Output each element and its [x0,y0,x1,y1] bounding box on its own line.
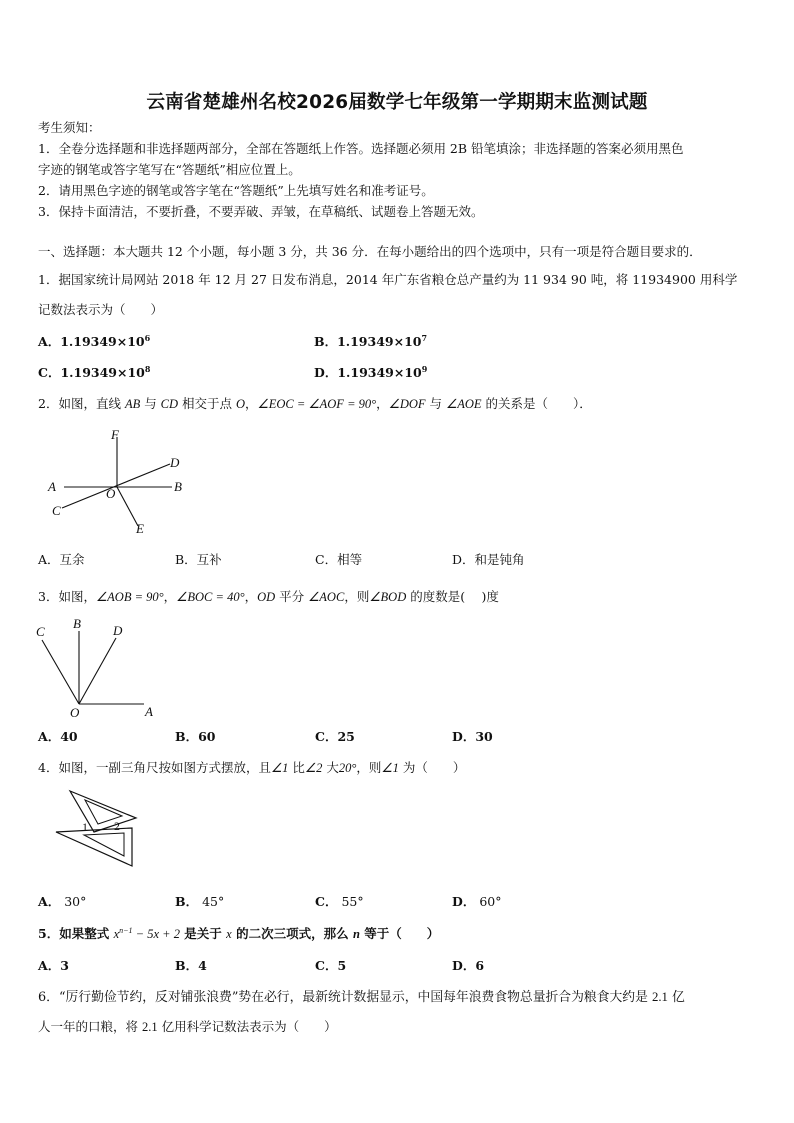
q4-triangle-lower [56,828,132,866]
q2-label-c: C [52,503,61,518]
q4-option-c[interactable]: C． 55° [315,894,364,909]
q6-stem-line-2: 人一年的口粮，将 2.1 亿用科学记数法表示为（ ） [38,1019,337,1034]
q1-stem-line-2: 记数法表示为（ ） [38,302,164,317]
q2-option-b[interactable]: B．互补 [175,552,222,567]
q4-option-a[interactable]: A． 30° [38,894,87,909]
q5-stem: 5．如果整式 $x^{n-1} - 5x + 2$ 是关于 x 的二次三项式，那么 n 等于（ ） [38,926,440,941]
q5-option-d[interactable]: D．6 [452,958,485,973]
q2-line-cd [62,464,170,508]
q4-triangle-lower-inner [84,833,124,856]
q3-ray-oc [42,640,79,704]
q1-option-b[interactable]: B．$1.19349\times 10^7$ [314,333,428,349]
notice-line-2: 2．请用黑色字迹的钢笔或答字笔在“答题纸”上先填写姓名和准考证号。 [38,183,434,198]
q3-label-d: D [113,623,123,638]
page-title: 云南省楚雄州名校2026届数学七年级第一学期期末监测试题 [146,92,648,113]
q4-label-2: 2 [114,819,120,833]
q2-label-e: E [136,521,144,536]
q4-option-b[interactable]: B． 45° [175,894,225,909]
notice-line-1a: 1．全卷分选择题和非选择题两部分，全部在答题纸上作答。选择题必须用 2B 铅笔填涂；非选择题的答案必须用黑色 [38,141,684,156]
q3-option-a[interactable]: A．40 [38,729,78,744]
q4-figure [54,788,144,870]
q2-label-d: D [170,455,180,470]
q3-label-c: C [36,624,45,639]
q2-ray-oe [117,487,138,526]
q2-stem: 2．如图，直线 AB 与 CD 相交于点 O，∠EOC = ∠AOF = 90°，∠DOF 与 ∠AOE 的关系是（ ）． [38,396,592,411]
q2-option-a[interactable]: A．互余 [38,552,85,567]
q3-option-c[interactable]: C．25 [315,729,355,744]
q6-stem-line-1: 6．“厉行勤俭节约，反对铺张浪费”势在必行，最新统计数据显示，中国每年浪费食物总量折合为粮食大约是 2.1 亿 [38,990,685,1005]
q1-stem-line-1: 1．据国家统计局网站 2018 年 12 月 27 日发布消息，2014 年广东省粮仓总产量约为 11 934 90 吨，将 11934900 用科学 [38,272,738,287]
q2-option-c[interactable]: C．相等 [315,552,363,567]
q4-triangle-upper [70,791,136,832]
q4-label-1: 1 [82,820,88,834]
q1-option-a[interactable]: A．$1.19349\times 10^6$ [38,333,151,349]
q1-option-c[interactable]: C．$1.19349\times 10^8$ [38,364,151,380]
q1-option-d[interactable]: D．$1.19349\times 10^9$ [314,364,428,380]
q3-label-a: A [145,704,153,719]
q5-option-b[interactable]: B．4 [175,958,207,973]
q2-label-b: B [174,479,182,494]
q3-option-d[interactable]: D．30 [452,729,493,744]
q4-option-d[interactable]: D． 60° [452,894,502,909]
q3-figure [32,616,162,721]
q2-figure [40,425,200,540]
q4-stem: 4．如图，一副三角尺按如图方式摆放，且∠1 比∠2 大20°，则∠1 为（ ） [38,760,466,775]
q3-label-b: B [73,616,81,631]
q5-option-a[interactable]: A．3 [38,958,69,973]
q3-ray-od [79,638,116,704]
notice-heading: 考生须知： [38,120,101,135]
notice-line-3: 3．保持卡面清洁，不要折叠，不要弄破、弄皱，在草稿纸、试题卷上答题无效。 [38,204,484,219]
q2-label-o: O [106,486,116,501]
q3-stem: 3．如图，∠AOB = 90°，∠BOC = 40°，OD 平分 ∠AOC，则∠BOD 的度数是( )度 [38,589,499,604]
notice-line-1b: 字迹的钢笔或答字笔写在“答题纸”相应位置上。 [38,162,301,177]
q5-option-c[interactable]: C．5 [315,958,347,973]
q2-option-d[interactable]: D．和是钝角 [452,552,525,567]
q3-option-b[interactable]: B．60 [175,729,216,744]
q2-label-a: A [48,479,56,494]
section-heading: 一、选择题：本大题共 12 个小题，每小题 3 分，共 36 分．在每小题给出的四个选项中，只有一项是符合题目要求的． [38,244,702,259]
q3-label-o: O [70,705,80,720]
q2-label-f: F [111,427,119,442]
